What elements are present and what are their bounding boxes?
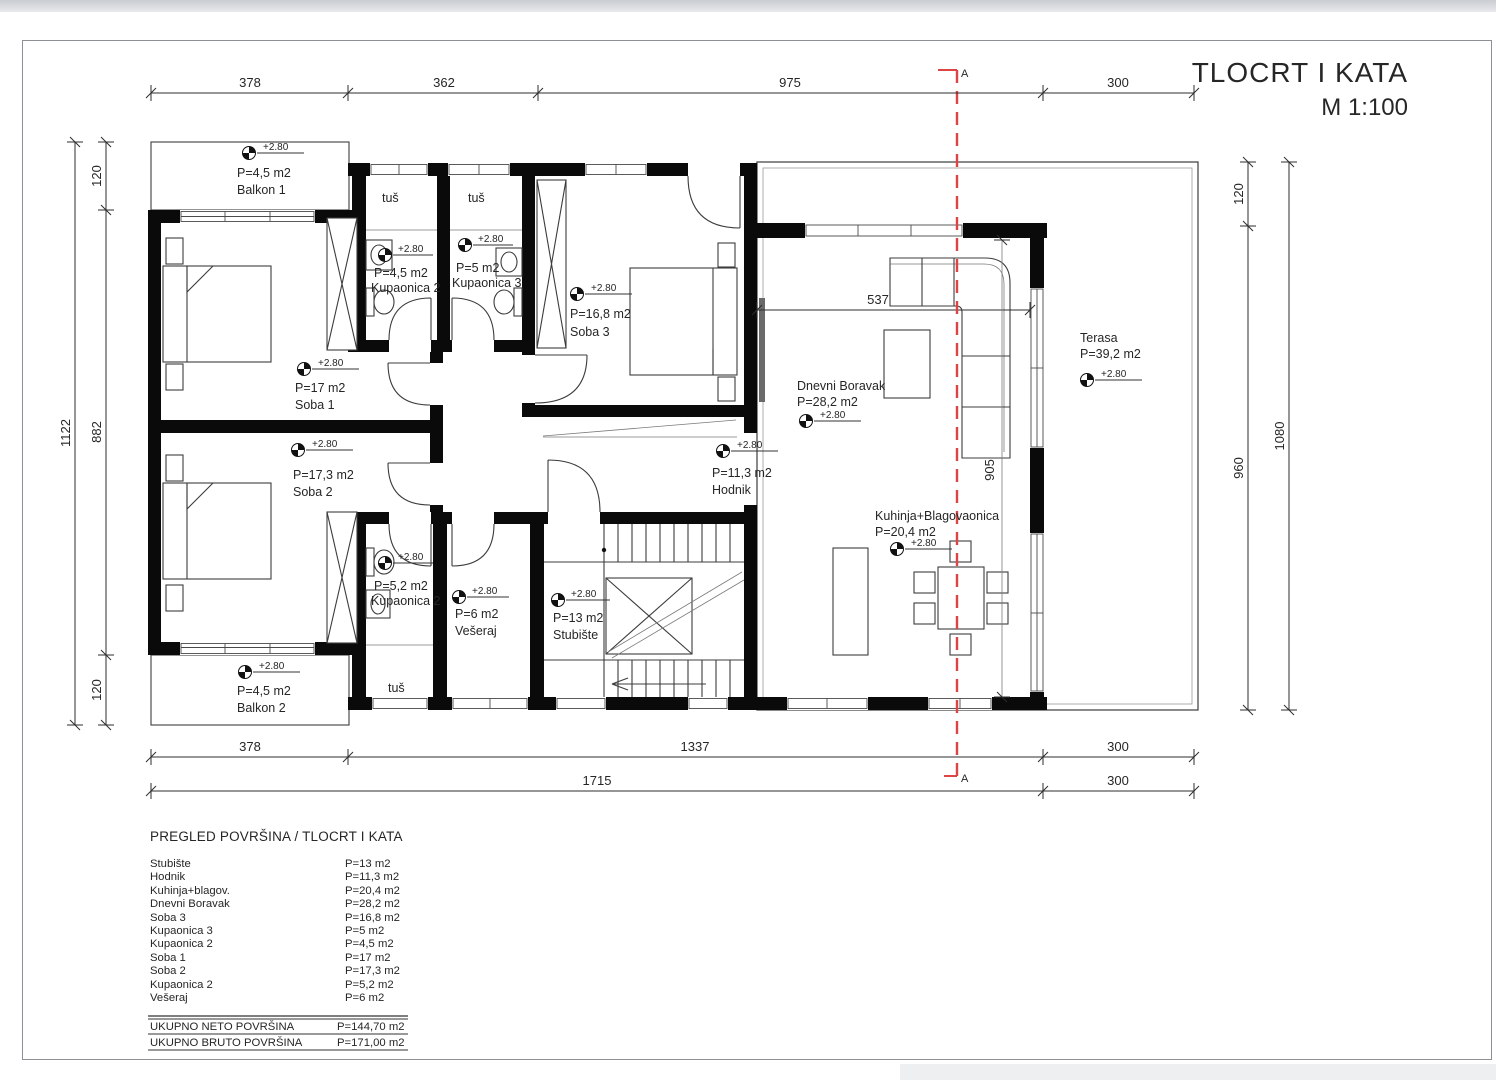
dim-top-1: 378 xyxy=(239,75,261,90)
elev-balkon1: +2.80 xyxy=(263,142,289,153)
section-label-top: A xyxy=(961,68,969,80)
dim-left-1: 120 xyxy=(89,165,104,187)
room-dnevni-area: P=28,2 m2 xyxy=(797,395,858,409)
drawing-scale: M 1:100 xyxy=(1321,94,1408,121)
elev-soba3: +2.80 xyxy=(591,283,617,294)
room-soba3-name: Soba 3 xyxy=(570,325,610,339)
table-row-label: Kupaonica 3 xyxy=(150,925,213,937)
elev-kupaonica3: +2.80 xyxy=(478,234,504,245)
elev-kuhinja: +2.80 xyxy=(911,538,937,549)
table-row-value: P=5,2 m2 xyxy=(345,979,394,991)
table-row-value: P=6 m2 xyxy=(345,992,385,1004)
room-kupaonica2t-name: Kupaonica 2 xyxy=(371,281,441,295)
area-table-title: PREGLED POVRŠINA / TLOCRT I KATA xyxy=(150,829,403,844)
dining-set xyxy=(914,541,1008,655)
bed-soba1 xyxy=(163,238,271,390)
room-kupaonica2b-name: Kupaonica 2 xyxy=(371,594,441,608)
table-row-value: P=17,3 m2 xyxy=(345,965,400,977)
dim-right-2: 960 xyxy=(1231,457,1246,479)
elev-dnevni: +2.80 xyxy=(820,410,846,421)
room-dnevni-name: Dnevni Boravak xyxy=(797,379,886,393)
room-soba2-name: Soba 2 xyxy=(293,485,333,499)
table-row-label: Dnevni Boravak xyxy=(150,898,230,910)
windows xyxy=(180,163,1044,710)
dim-bottom-3: 300 xyxy=(1107,739,1129,754)
room-soba3-area: P=16,8 m2 xyxy=(570,307,631,321)
room-terasa-area: P=39,2 m2 xyxy=(1080,347,1141,361)
void-strip xyxy=(543,420,737,437)
room-kupaonica3-name: Kupaonica 3 xyxy=(452,276,522,290)
room-kupaonica2b-area: P=5,2 m2 xyxy=(374,579,428,593)
table-row-value: P=4,5 m2 xyxy=(345,938,394,950)
table-row-value: P=5 m2 xyxy=(345,925,385,937)
area-table xyxy=(148,829,408,1050)
table-row-label: Vešeraj xyxy=(150,992,188,1004)
table-row-label: Stubište xyxy=(150,858,191,870)
table-row-value: P=13 m2 xyxy=(345,858,391,870)
room-balkon1-name: Balkon 1 xyxy=(237,183,286,197)
table-row-value: P=17 m2 xyxy=(345,952,391,964)
elev-kupaonica2-bottom: +2.80 xyxy=(398,552,424,563)
dim-left-total: 1122 xyxy=(58,419,73,447)
dim-living-height: 905 xyxy=(982,459,997,481)
bed-soba2 xyxy=(163,455,271,611)
table-row-label: Soba 2 xyxy=(150,965,186,977)
elev-soba2: +2.80 xyxy=(312,439,338,450)
room-stubiste-area: P=13 m2 xyxy=(553,611,604,625)
section-label-bottom: A xyxy=(961,773,969,785)
room-soba1-area: P=17 m2 xyxy=(295,381,346,395)
table-total-label: UKUPNO NETO POVRŠINA xyxy=(150,1021,295,1033)
dim-bottom-2: 1337 xyxy=(680,739,710,754)
room-kupaonica3-note: tuš xyxy=(468,191,485,205)
tv-unit xyxy=(759,298,765,402)
room-terasa-name: Terasa xyxy=(1080,331,1118,345)
room-veseraj-name: Vešeraj xyxy=(455,624,497,638)
room-hodnik-area: P=11,3 m2 xyxy=(712,466,772,480)
drawing-title: TLOCRT I KATA xyxy=(1191,57,1408,88)
room-veseraj-area: P=6 m2 xyxy=(455,607,499,621)
bed-soba3 xyxy=(630,243,737,401)
dim-bottom-1: 378 xyxy=(239,739,261,754)
dim-right-total: 1080 xyxy=(1272,421,1287,451)
dim-right-1: 120 xyxy=(1231,183,1246,205)
table-total-value: P=144,70 m2 xyxy=(337,1021,405,1033)
table-row-label: Soba 3 xyxy=(150,912,186,924)
elev-veseraj: +2.80 xyxy=(472,586,498,597)
room-kupaonica3-area: P=5 m2 xyxy=(456,261,500,275)
dim-left-2: 882 xyxy=(89,421,104,443)
table-row-label: Kupaonica 2 xyxy=(150,938,213,950)
dim-top-3: 975 xyxy=(779,75,801,90)
dim-left-3: 120 xyxy=(89,679,104,701)
window-top-edge xyxy=(0,0,1496,12)
table-total-label: UKUPNO BRUTO POVRŠINA xyxy=(150,1037,303,1049)
room-balkon1-area: P=4,5 m2 xyxy=(237,166,291,180)
room-balkon2-area: P=4,5 m2 xyxy=(237,684,291,698)
elev-kupaonica2-top: +2.80 xyxy=(398,244,424,255)
dim-bottom-total: 1715 xyxy=(582,773,612,788)
room-hodnik-name: Hodnik xyxy=(712,483,751,497)
elev-balkon2: +2.80 xyxy=(259,661,285,672)
bottom-edge-shade xyxy=(900,1064,1496,1080)
table-row-value: P=11,3 m2 xyxy=(345,871,400,883)
room-kuhinja-area: P=20,4 m2 xyxy=(875,525,936,539)
table-row-value: P=16,8 m2 xyxy=(345,912,400,924)
dim-living-width: 537 xyxy=(867,292,889,307)
table-row-label: Soba 1 xyxy=(150,952,186,964)
table-total-value: P=171,00 m2 xyxy=(337,1037,405,1049)
room-soba2-area: P=17,3 m2 xyxy=(293,468,354,482)
elev-hodnik: +2.80 xyxy=(737,440,763,451)
dim-bottom-terrace: 300 xyxy=(1107,773,1129,788)
elev-stubiste: +2.80 xyxy=(571,589,597,600)
table-row-value: P=20,4 m2 xyxy=(345,885,400,897)
kitchen-island xyxy=(833,548,868,655)
dim-top-4: 300 xyxy=(1107,75,1129,90)
room-kupaonica2t-note: tuš xyxy=(382,191,399,205)
table-row-label: Kupaonica 2 xyxy=(150,979,213,991)
table-row-label: Kuhinja+blagov. xyxy=(150,885,230,897)
room-kuhinja-name: Kuhinja+Blagovaonica xyxy=(875,509,1000,523)
room-kupaonica2t-area: P=4,5 m2 xyxy=(374,266,428,280)
room-balkon2-name: Balkon 2 xyxy=(237,701,286,715)
table-row-value: P=28,2 m2 xyxy=(345,898,400,910)
room-kupaonica2b-note: tuš xyxy=(388,681,405,695)
room-soba1-name: Soba 1 xyxy=(295,398,335,412)
table-row-label: Hodnik xyxy=(150,871,186,883)
dim-top-2: 362 xyxy=(433,75,455,90)
coffee-table xyxy=(884,330,930,398)
room-stubiste-name: Stubište xyxy=(553,628,599,642)
elev-terasa: +2.80 xyxy=(1101,369,1127,380)
elev-soba1: +2.80 xyxy=(318,358,344,369)
